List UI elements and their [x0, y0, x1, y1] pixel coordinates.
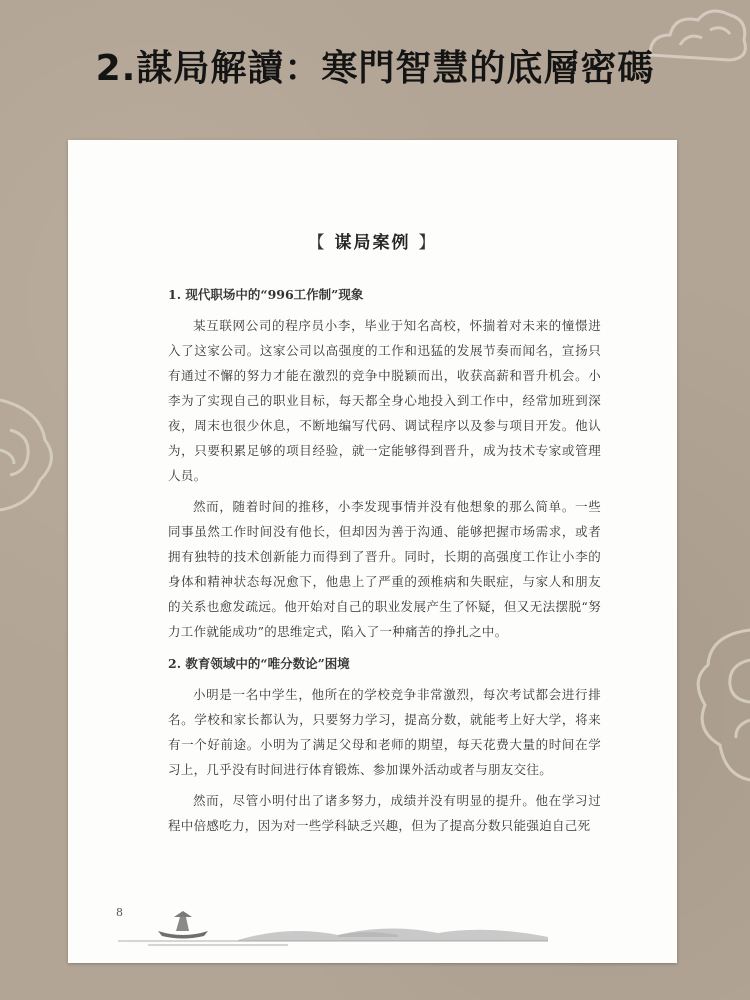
- section-heading: 2. 教育领域中的“唯分数论”困境: [168, 656, 350, 671]
- book-page: [68, 140, 677, 963]
- paragraph: 然而，随着时间的推移，小李发现事情并没有他想象的那么简单。一些同事虽然工作时间没有他长，但却因为善于沟通、能够把握市场需求，或者拥有独特的技术创新能力而得到了晋升。同时，长期的高强度工作让小李的身体和精神状态每况愈下，他患上了严重的颈椎病和失眠症，与家人和朋友的关系也愈发疏远。他开始对自己的职业发展产生了怀疑，但又无法摆脱“努力工作就能成功”的思维定式，陷入了一种痛苦的挣扎之中。: [168, 499, 601, 639]
- case-title: [68, 228, 677, 253]
- paragraph: 然而，尽管小明付出了诸多努力，成绩并没有明显的提升。他在学习过程中倍感吃力，因为对一些学科缺乏兴趣，但为了提高分数只能强迫自己死: [168, 793, 601, 833]
- cloud-ornament-left: [0, 380, 70, 530]
- bracket-left: 【: [307, 233, 327, 253]
- page-number: 8: [116, 906, 123, 919]
- boat-landscape-illustration: [88, 895, 558, 950]
- section-heading: 1. 现代职场中的“996工作制”现象: [168, 287, 364, 302]
- paragraph: 某互联网公司的程序员小李，毕业于知名高校，怀揣着对未来的憧憬进入了这家公司。这家公司以高强度的工作和迅猛的发展节奏而闻名，宣扬只有通过不懈的努力才能在激烈的竞争中脱颖而出，收获高薪和晋升机会。小李为了实现自己的职业目标，每天都全身心地投入到工作中，经常加班到深夜，周末也很少休息，不断地编写代码、调试程序以及参与项目开发。他认为，只要积累足够的项目经验，就一定能够得到晋升，成为技术专家或管理人员。: [168, 318, 601, 483]
- paragraph: 小明是一名中学生，他所在的学校竞争非常激烈，每次考试都会进行排名。学校和家长都认为，只要努力学习，提高分数，就能考上好大学，将来有一个好前途。小明为了满足父母和老师的期望，每天花费大量的时间在学习上，几乎没有时间进行体育锻炼、参加课外活动或者与朋友交往。: [168, 687, 601, 777]
- bracket-right: 】: [418, 233, 438, 253]
- headline: 2.謀局解讀：寒門智慧的底層密碼: [95, 48, 655, 89]
- page-content: [168, 283, 601, 838]
- cloud-ornament-right: [690, 620, 750, 790]
- case-title-text: 谋局案例: [334, 233, 411, 253]
